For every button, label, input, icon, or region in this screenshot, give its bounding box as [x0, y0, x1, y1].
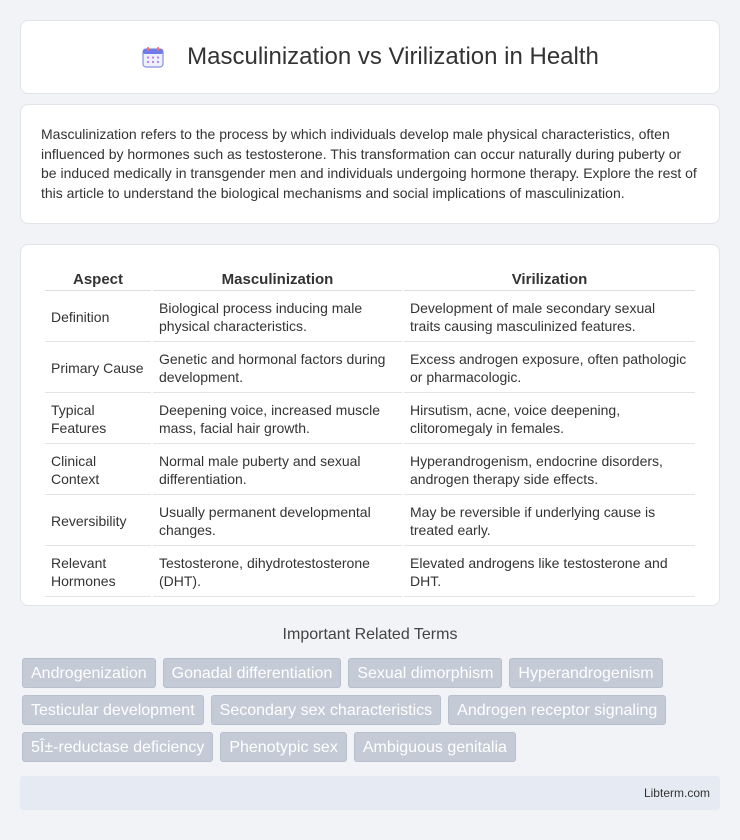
table-cell-masculinization: Deepening voice, increased muscle mass, facial hair growth.	[153, 395, 402, 444]
table-cell-masculinization: Genetic and hormonal factors during development.	[153, 344, 402, 393]
related-term-tag[interactable]: Phenotypic sex	[220, 732, 347, 762]
comparison-table	[43, 265, 697, 599]
related-term-tag[interactable]: Androgen receptor signaling	[448, 695, 666, 725]
calendar-icon	[141, 45, 165, 69]
table-cell-virilization: Hyperandrogenism, endocrine disorders, androgen therapy side effects.	[404, 446, 695, 495]
related-term-tag[interactable]: Ambiguous genitalia	[354, 732, 516, 762]
intro-text: Masculinization refers to the process by which individuals develop male physical characteristics, often influenced by hormones such as testosterone. This transformation can occur naturally during puberty or be induced medically in transgender men and individuals undergoing hormone therapy. Explore the rest of this article to understand the biological mechanisms and social implications of masculinization.	[41, 126, 697, 201]
table-cell-masculinization: Usually permanent developmental changes.	[153, 497, 402, 546]
table-header-row	[45, 267, 695, 291]
related-term-tag[interactable]: Sexual dimorphism	[348, 658, 502, 688]
table-row	[45, 446, 695, 495]
header-card	[20, 20, 720, 94]
table-cell-aspect: Reversibility	[45, 497, 151, 546]
related-term-tag[interactable]: Testicular development	[22, 695, 204, 725]
comparison-table-card	[20, 244, 720, 606]
table-cell-virilization: May be reversible if underlying cause is treated early.	[404, 497, 695, 546]
related-term-tag[interactable]: 5Î±-reductase deficiency	[22, 732, 213, 762]
table-cell-virilization: Development of male secondary sexual traits causing masculinized features.	[404, 293, 695, 342]
table-cell-virilization: Excess androgen exposure, often pathologic or pharmacologic.	[404, 344, 695, 393]
table-row	[45, 548, 695, 597]
related-terms-title: Important Related Terms	[282, 626, 458, 643]
related-terms-list	[22, 658, 722, 762]
related-term-tag[interactable]: Hyperandrogenism	[509, 658, 662, 688]
intro-card	[20, 104, 720, 224]
table-cell-masculinization: Normal male puberty and sexual differentiation.	[153, 446, 402, 495]
related-term-tag[interactable]: Secondary sex characteristics	[211, 695, 442, 725]
page-title: Masculinization vs Virilization in Health	[187, 43, 599, 70]
table-cell-aspect: Relevant Hormones	[45, 548, 151, 597]
column-header-virilization: Virilization	[404, 267, 695, 291]
table-row	[45, 395, 695, 444]
table-row	[45, 293, 695, 342]
column-header-masculinization: Masculinization	[153, 267, 402, 291]
related-term-tag[interactable]: Gonadal differentiation	[163, 658, 342, 688]
footer	[20, 776, 720, 810]
table-row	[45, 497, 695, 546]
column-header-aspect: Aspect	[45, 267, 151, 291]
table-cell-aspect: Typical Features	[45, 395, 151, 444]
related-term-tag[interactable]: Androgenization	[22, 658, 156, 688]
table-cell-aspect: Clinical Context	[45, 446, 151, 495]
table-cell-virilization: Elevated androgens like testosterone and DHT.	[404, 548, 695, 597]
table-cell-masculinization: Biological process inducing male physical characteristics.	[153, 293, 402, 342]
footer-site-link[interactable]: Libterm.com	[643, 786, 710, 800]
table-cell-virilization: Hirsutism, acne, voice deepening, clitoromegaly in females.	[404, 395, 695, 444]
table-cell-aspect: Primary Cause	[45, 344, 151, 393]
table-row	[45, 344, 695, 393]
table-cell-masculinization: Testosterone, dihydrotestosterone (DHT).	[153, 548, 402, 597]
table-cell-aspect: Definition	[45, 293, 151, 342]
